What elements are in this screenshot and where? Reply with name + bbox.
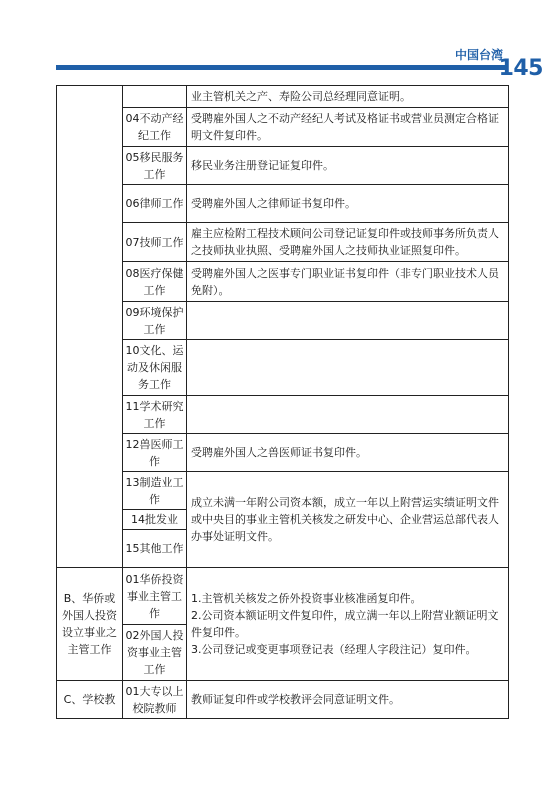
document-cell — [187, 185, 509, 223]
document-cell — [187, 262, 509, 302]
job-type-cell: 15其他工作 — [123, 530, 187, 568]
job-type-cell: 01华侨投资事业主管工作 — [123, 568, 187, 625]
requirements-table — [56, 85, 509, 719]
document-line: 受聘雇外国人之律师证书复印件。 — [191, 197, 356, 210]
page-number: 145 — [498, 56, 543, 81]
document-line: 1.主管机关核发之侨外投资事业核准函复印件。 — [191, 592, 422, 605]
job-type-cell: 01大专以上校院教师 — [123, 681, 187, 719]
job-type-cell: 06律师工作 — [123, 185, 187, 223]
job-type-cell: 10文化、运动及休闲服务工作 — [123, 340, 187, 396]
table-row — [57, 302, 509, 340]
document-line: 受聘雇外国人之不动产经纪人考试及格证书或营业员测定合格证明文件复印件。 — [191, 112, 499, 142]
table-row — [57, 681, 509, 719]
category-cell: B、华侨或外国人投资设立事业之主管工作 — [57, 568, 123, 681]
document-cell — [187, 568, 509, 681]
table-row — [57, 185, 509, 223]
document-line: 教师证复印件或学校教评会同意证明文件。 — [191, 693, 400, 706]
header-bar — [56, 65, 508, 70]
document-line: 受聘雇外国人之兽医师证书复印件。 — [191, 446, 367, 459]
table-row — [57, 223, 509, 262]
job-type-cell — [123, 86, 187, 108]
document-cell — [187, 472, 509, 568]
job-type-cell: 08医疗保健工作 — [123, 262, 187, 302]
document-line: 雇主应检附工程技术顾问公司登记证复印件或技师事务所负责人之技师执业执照、受聘雇外国人之技师执业证照复印件。 — [191, 227, 499, 257]
document-line: 移民业务注册登记证复印件。 — [191, 159, 334, 172]
job-type-cell: 13制造业工作 — [123, 472, 187, 510]
document-line: 3.公司登记或变更事项登记表（经理人字段注记）复印件。 — [191, 643, 477, 656]
job-type-cell: 12兽医师工作 — [123, 434, 187, 472]
document-cell — [187, 681, 509, 719]
document-cell — [187, 108, 509, 147]
table-row — [57, 108, 509, 147]
job-type-cell: 04不动产经纪工作 — [123, 108, 187, 147]
region-title: 中国台湾 — [454, 48, 503, 62]
document-line: 2.公司资本额证明文件复印件，成立满一年以上附营业额证明文件复印件。 — [191, 609, 499, 639]
table-row — [57, 396, 509, 434]
category-cell: C、学校教 — [57, 681, 123, 719]
table-row — [57, 568, 509, 625]
job-type-cell: 11学术研究工作 — [123, 396, 187, 434]
document-cell — [187, 396, 509, 434]
table-row — [57, 262, 509, 302]
job-type-cell: 14批发业 — [123, 510, 187, 530]
table-row — [57, 86, 509, 108]
category-cell — [57, 86, 123, 568]
document-cell — [187, 302, 509, 340]
document-cell — [187, 86, 509, 108]
document-cell — [187, 434, 509, 472]
document-cell — [187, 340, 509, 396]
job-type-cell: 09环境保护工作 — [123, 302, 187, 340]
document-line: 受聘雇外国人之医事专门职业证书复印件（非专门职业技术人员免附）。 — [191, 266, 499, 297]
table-row — [57, 147, 509, 185]
document-cell — [187, 223, 509, 262]
table-row — [57, 434, 509, 472]
job-type-cell: 05移民服务工作 — [123, 147, 187, 185]
document-cell — [187, 147, 509, 185]
document-line: 业主管机关之产、寿险公司总经理同意证明。 — [191, 90, 411, 103]
job-type-cell: 07技师工作 — [123, 223, 187, 262]
job-type-cell: 02外国人投资事业主管工作 — [123, 625, 187, 681]
table-row — [57, 472, 509, 510]
table-row — [57, 340, 509, 396]
document-line: 成立未满一年附公司资本额，成立一年以上附营运实绩证明文件或中央目的事业主管机关核发之研发中心、企业营运总部代表人办事处证明文件。 — [191, 496, 499, 543]
